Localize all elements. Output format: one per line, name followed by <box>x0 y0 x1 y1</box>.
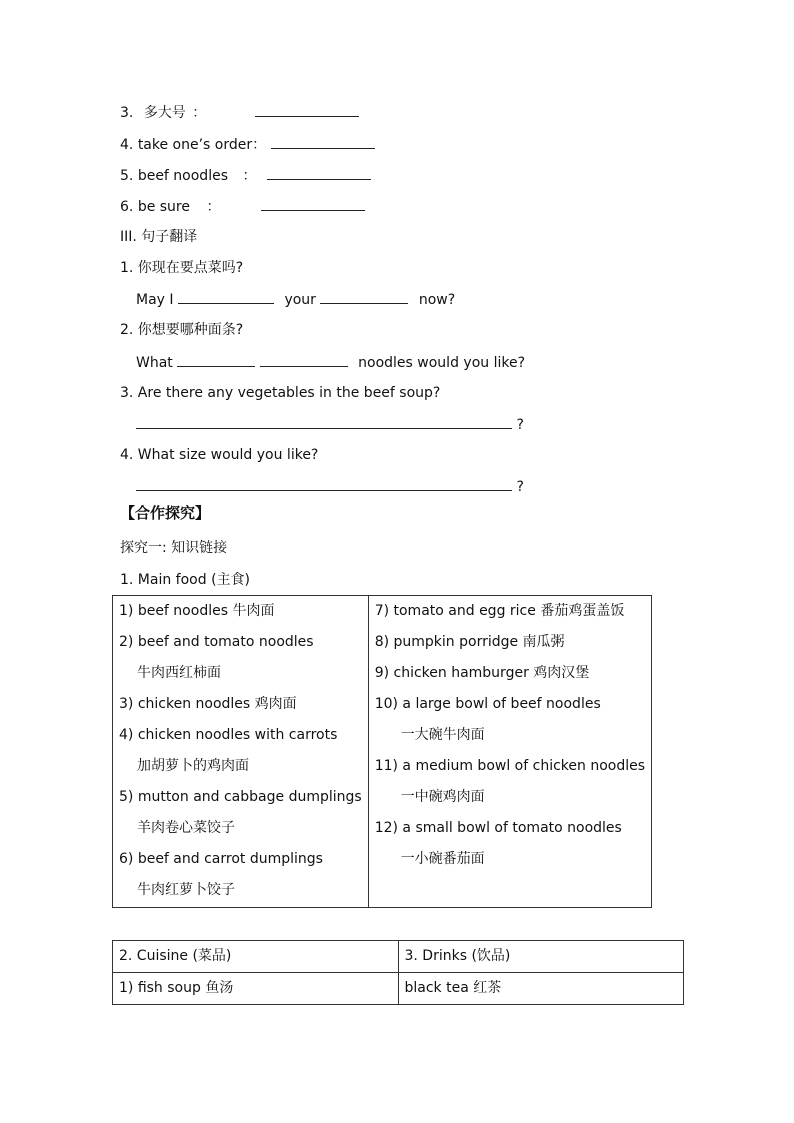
phrase-colon: ： <box>192 105 207 121</box>
main-food-title: 1. Main food (主食) <box>120 572 250 588</box>
drinks-item: black tea 红茶 <box>404 980 502 996</box>
food-item: 7) tomato and egg rice 番茄鸡蛋盖饭 <box>374 603 625 619</box>
answer-blank[interactable] <box>260 352 348 367</box>
drinks-header <box>398 941 684 973</box>
sentence-3-answer <box>136 414 524 435</box>
phrase-colon: ： <box>206 199 221 215</box>
sentence-2-chinese: 2. 你想要哪种面条? <box>120 322 244 338</box>
food-item: 9) chicken hamburger 鸡肉汉堡 <box>374 665 590 681</box>
food-item-translation: 加胡萝卜的鸡肉面 <box>137 758 249 774</box>
main-food-right-column <box>368 596 651 908</box>
cooperate-heading: 【合作探究】 <box>120 504 211 522</box>
food-item-translation: 羊肉卷心菜饺子 <box>137 820 235 836</box>
food-item-translation: 一大碗牛肉面 <box>400 727 485 743</box>
phrase-text: beef noodles <box>137 168 228 184</box>
food-item-translation: 牛肉西红柿面 <box>137 665 221 681</box>
phrase-text: take one’s order <box>137 137 253 153</box>
food-item: 3) chicken noodles 鸡肉面 <box>119 696 297 712</box>
cuisine-header <box>113 941 399 973</box>
sentence-1-chinese: 1. 你现在要点菜吗? <box>120 260 244 276</box>
sentence-4-english: 4. What size would you like? <box>120 447 319 463</box>
answer-blank[interactable] <box>267 165 371 180</box>
phrase-text: be sure <box>137 199 190 215</box>
phrase-3 <box>120 102 359 123</box>
food-item-translation: 牛肉红萝卜饺子 <box>137 882 235 898</box>
answer-blank[interactable] <box>261 196 365 211</box>
food-item: 11) a medium bowl of chicken noodles <box>374 758 646 774</box>
food-item-translation: 一中碗鸡肉面 <box>400 789 485 805</box>
food-item-translation: 一小碗番茄面 <box>400 851 485 867</box>
phrase-number: 3. <box>120 105 134 121</box>
answer-blank[interactable] <box>271 134 375 149</box>
sentence-3-english: 3. Are there any vegetables in the beef soup? <box>120 385 441 401</box>
cuisine-item-cell <box>113 973 399 1005</box>
sentence-1-english <box>136 289 455 310</box>
section-heading: III. 句子翻译 <box>120 229 198 245</box>
sentence-text: What <box>136 355 173 371</box>
phrase-number: 6. <box>120 199 134 215</box>
answer-blank[interactable] <box>178 289 274 304</box>
answer-blank[interactable] <box>136 414 512 429</box>
phrase-number: 5. <box>120 168 134 184</box>
food-item: 2) beef and tomato noodles <box>119 634 314 650</box>
phrase-number: 4. <box>120 137 134 153</box>
food-item: 1) beef noodles 牛肉面 <box>119 603 275 619</box>
explore-title: 探究一: 知识链接 <box>120 540 228 556</box>
question-mark: ? <box>516 417 524 433</box>
cuisine-item: 1) fish soup 鱼汤 <box>119 980 234 996</box>
sentence-2-english <box>136 352 525 373</box>
sentence-text: your <box>284 292 316 308</box>
answer-blank[interactable] <box>177 352 255 367</box>
sentence-text: noodles would you like? <box>358 355 526 371</box>
phrase-4 <box>120 134 375 155</box>
sentence-4-answer <box>136 476 524 497</box>
answer-blank[interactable] <box>255 102 359 117</box>
food-item: 6) beef and carrot dumplings <box>119 851 323 867</box>
phrase-colon: ： <box>242 168 257 184</box>
answer-blank[interactable] <box>320 289 408 304</box>
phrase-6 <box>120 196 365 217</box>
question-mark: ? <box>516 479 524 495</box>
answer-blank[interactable] <box>136 476 512 491</box>
food-item: 10) a large bowl of beef noodles <box>374 696 601 712</box>
phrase-text: 多大号 <box>143 105 186 121</box>
main-food-table <box>112 595 652 908</box>
phrase-5 <box>120 165 371 186</box>
sentence-text: May I <box>136 292 174 308</box>
sentence-text: now? <box>418 292 456 308</box>
drinks-item-cell <box>398 973 684 1005</box>
cuisine-drinks-table <box>112 940 684 1005</box>
food-item: 5) mutton and cabbage dumplings <box>119 789 362 805</box>
food-item: 4) chicken noodles with carrots <box>119 727 338 743</box>
phrase-colon: ： <box>252 137 267 153</box>
main-food-left-column <box>113 596 369 908</box>
food-item: 12) a small bowl of tomato noodles <box>374 820 622 836</box>
table-header-text: 2. Cuisine (菜品) <box>119 948 232 964</box>
table-header-text: 3. Drinks (饮品) <box>404 948 511 964</box>
food-item: 8) pumpkin porridge 南瓜粥 <box>374 634 565 650</box>
